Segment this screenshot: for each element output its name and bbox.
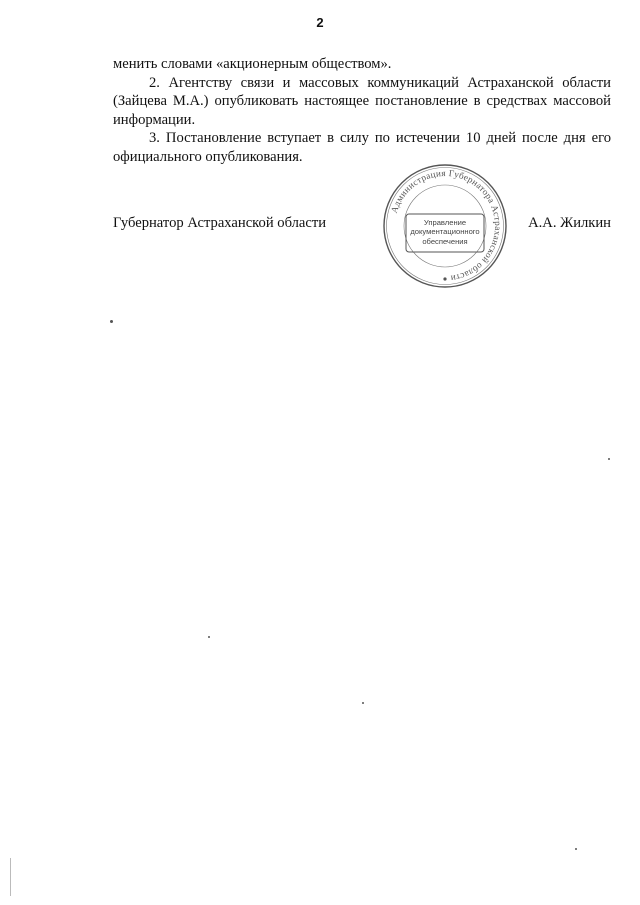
seal-center-line-3: обеспечения	[422, 236, 468, 246]
scan-speck	[362, 702, 364, 704]
signature-block	[113, 215, 611, 235]
scan-speck	[110, 320, 113, 323]
seal-ring-textpath: Администрация Губернатора Астраханской области	[388, 167, 504, 284]
paragraph-item-3: 3. Постановление вступает в силу по истечении 10 дней после дня его официального опубликования.	[113, 130, 611, 165]
page-number: 2	[316, 15, 324, 30]
signature-name: А.А. Жилкин	[528, 215, 611, 231]
signature-title: Губернатор Астраханской области	[113, 215, 327, 231]
seal-center-line-2: документационного	[410, 227, 480, 237]
scan-speck	[608, 458, 610, 460]
paragraph-item-2: 2. Агентству связи и массовых коммуникаций Астраханской области (Зайцева М.А.) опубликовать настоящее постановление в средствах массовой информации.	[113, 74, 611, 128]
document-body	[113, 55, 611, 166]
scan-edge-mark	[10, 858, 11, 896]
seal-center-line-1: Управление	[423, 217, 467, 227]
scan-speck	[575, 848, 577, 850]
scan-speck	[208, 636, 210, 638]
paragraph-continuation: менить словами «акционерным обществом».	[113, 56, 392, 72]
seal-center-text	[407, 215, 483, 249]
